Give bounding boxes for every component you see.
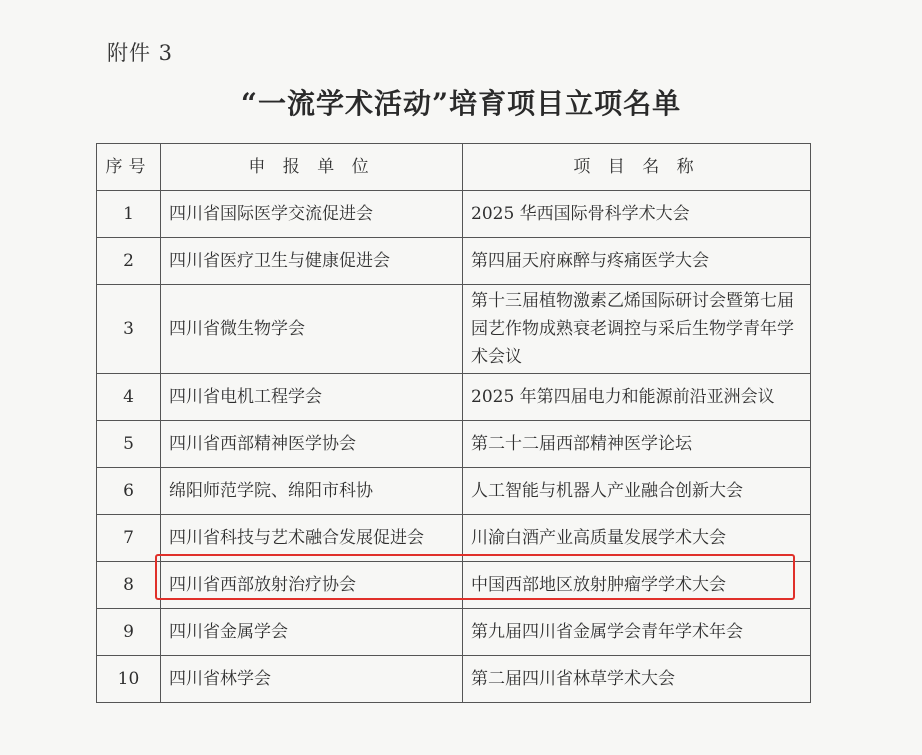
row-index: 2 — [97, 238, 161, 285]
row-project: 第九届四川省金属学会青年学术年会 — [463, 609, 811, 656]
row-unit: 四川省金属学会 — [161, 609, 463, 656]
table-row — [97, 191, 811, 238]
row-project: 中国西部地区放射肿瘤学学术大会 — [463, 562, 811, 609]
table-header-row — [97, 144, 811, 191]
row-unit: 四川省电机工程学会 — [161, 374, 463, 421]
table-row — [97, 285, 811, 374]
row-project: 人工智能与机器人产业融合创新大会 — [463, 468, 811, 515]
row-project: 第十三届植物激素乙烯国际研讨会暨第七届园艺作物成熟衰老调控与采后生物学青年学术会议 — [463, 285, 811, 374]
row-project: 川渝白酒产业高质量发展学术大会 — [463, 515, 811, 562]
row-index: 3 — [97, 285, 161, 374]
table-row — [97, 468, 811, 515]
row-index: 9 — [97, 609, 161, 656]
row-project: 第二十二届西部精神医学论坛 — [463, 421, 811, 468]
row-project: 2025 华西国际骨科学术大会 — [463, 191, 811, 238]
row-index: 10 — [97, 656, 161, 703]
page-title: “一流学术活动”培育项目立项名单 — [240, 87, 682, 120]
row-unit: 四川省微生物学会 — [161, 285, 463, 374]
table-row — [97, 421, 811, 468]
row-unit: 四川省西部放射治疗协会 — [161, 562, 463, 609]
row-index: 8 — [97, 562, 161, 609]
row-index: 4 — [97, 374, 161, 421]
project-table — [96, 143, 811, 703]
header-project: 项 目 名 称 — [463, 144, 811, 191]
row-project: 2025 年第四届电力和能源前沿亚洲会议 — [463, 374, 811, 421]
header-unit: 申 报 单 位 — [161, 144, 463, 191]
row-unit: 绵阳师范学院、绵阳市科协 — [161, 468, 463, 515]
table-row — [97, 656, 811, 703]
row-index: 6 — [97, 468, 161, 515]
row-index: 5 — [97, 421, 161, 468]
row-unit: 四川省医疗卫生与健康促进会 — [161, 238, 463, 285]
row-index: 1 — [97, 191, 161, 238]
attachment-label: 附件 3 — [107, 41, 174, 65]
row-unit: 四川省林学会 — [161, 656, 463, 703]
row-unit: 四川省科技与艺术融合发展促进会 — [161, 515, 463, 562]
row-project: 第四届天府麻醉与疼痛医学大会 — [463, 238, 811, 285]
row-project: 第二届四川省林草学术大会 — [463, 656, 811, 703]
row-unit: 四川省国际医学交流促进会 — [161, 191, 463, 238]
table-row — [97, 374, 811, 421]
row-index: 7 — [97, 515, 161, 562]
table-row — [97, 238, 811, 285]
header-index: 序号 — [97, 144, 161, 191]
highlight-box — [155, 554, 795, 600]
table-row — [97, 609, 811, 656]
row-unit: 四川省西部精神医学协会 — [161, 421, 463, 468]
